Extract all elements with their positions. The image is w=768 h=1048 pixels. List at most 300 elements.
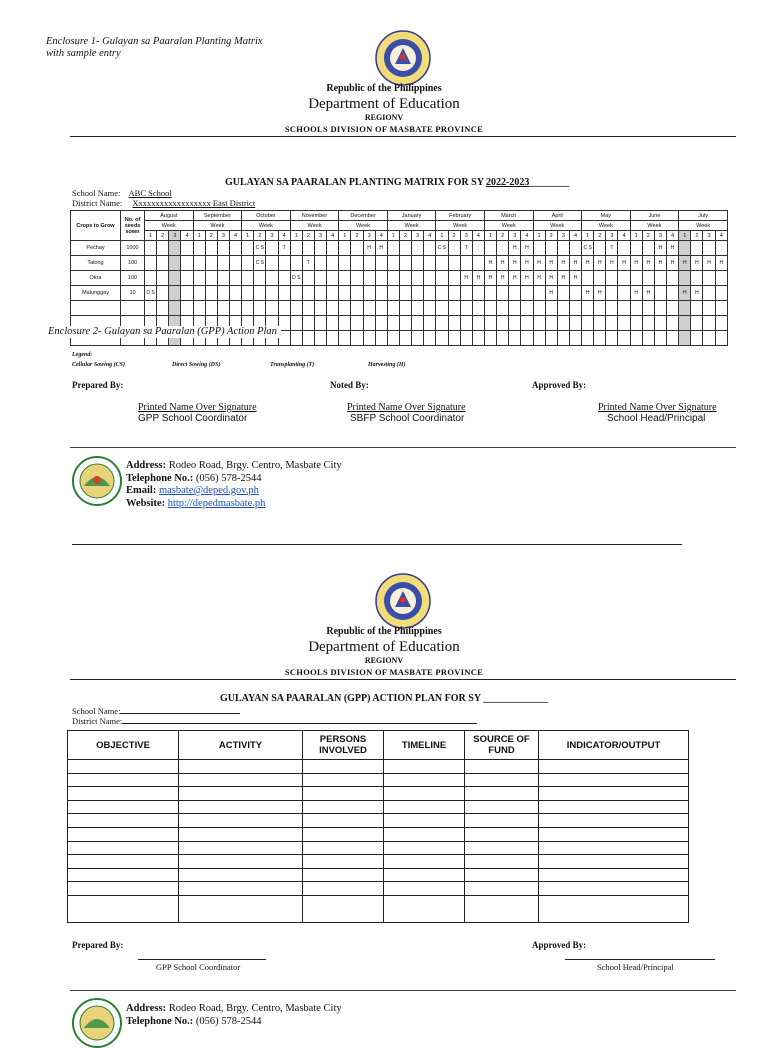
table-row xyxy=(68,800,689,814)
action-plan-cell[interactable] xyxy=(68,868,179,882)
action-plan-cell[interactable] xyxy=(539,773,689,787)
matrix-cell: H xyxy=(594,256,606,271)
matrix-cell: T xyxy=(302,256,314,271)
matrix-cell xyxy=(205,256,217,271)
week-number: 3 xyxy=(460,231,472,241)
matrix-cell: H xyxy=(715,256,727,271)
table-row xyxy=(68,868,689,882)
action-plan-cell[interactable] xyxy=(303,895,384,922)
action-plan-cell[interactable] xyxy=(539,827,689,841)
action-plan-cell[interactable] xyxy=(179,841,303,855)
matrix-cell xyxy=(145,241,157,256)
matrix-cell xyxy=(375,256,387,271)
matrix-cell: H xyxy=(557,256,569,271)
prepared-by-label: Prepared By: xyxy=(72,380,124,390)
action-plan-cell[interactable] xyxy=(384,855,465,869)
action-plan-cell[interactable] xyxy=(179,895,303,922)
week-number: 3 xyxy=(169,231,181,241)
matrix-cell xyxy=(448,286,460,301)
enclosure-2-title: Enclosure 2- Gulayan sa Paaralan (GPP) Action Plan xyxy=(48,326,281,338)
action-plan-cell[interactable] xyxy=(465,868,539,882)
matrix-cell xyxy=(375,286,387,301)
matrix-cell xyxy=(181,271,193,286)
matrix-cell xyxy=(448,241,460,256)
matrix-cell xyxy=(351,241,363,256)
action-plan-cell[interactable] xyxy=(465,814,539,828)
action-plan-cell[interactable] xyxy=(465,787,539,801)
action-plan-cell[interactable] xyxy=(539,800,689,814)
week-label: Week xyxy=(436,221,485,231)
matrix-cell xyxy=(266,241,278,256)
republic-label: Republic of the Philippines xyxy=(326,83,442,94)
role-gpp-coordinator: GPP School Coordinator xyxy=(138,413,248,424)
week-label: Week xyxy=(145,221,194,231)
week-number: 1 xyxy=(290,231,302,241)
matrix-cell xyxy=(715,241,727,256)
week-number: 1 xyxy=(679,231,691,241)
matrix-cell xyxy=(399,286,411,301)
matrix-cell xyxy=(703,286,715,301)
legend-h: Harvesting (H) xyxy=(368,362,406,368)
matrix-cell xyxy=(545,241,557,256)
action-plan-cell[interactable] xyxy=(539,814,689,828)
matrix-cell xyxy=(375,271,387,286)
matrix-cell xyxy=(217,286,229,301)
week-number: 4 xyxy=(715,231,727,241)
action-plan-cell[interactable] xyxy=(179,868,303,882)
table-row xyxy=(68,814,689,828)
matrix-cell xyxy=(412,271,424,286)
action-plan-cell[interactable] xyxy=(68,895,179,922)
matrix-cell: H xyxy=(484,256,496,271)
matrix-cell xyxy=(229,241,241,256)
region-label: REGIONV xyxy=(364,113,404,122)
matrix-cell xyxy=(339,271,351,286)
action-plan-cell[interactable] xyxy=(539,895,689,922)
week-number: 2 xyxy=(205,231,217,241)
week-number: 2 xyxy=(691,231,703,241)
matrix-cell: C S xyxy=(254,256,266,271)
approved-by-label-2: Approved By: xyxy=(532,940,587,950)
action-plan-cell[interactable] xyxy=(384,814,465,828)
matrix-cell xyxy=(642,241,654,256)
matrix-cell xyxy=(363,286,375,301)
matrix-cell: H xyxy=(460,271,472,286)
month-header: January xyxy=(387,211,436,221)
printed-name-3: Printed Name Over Signature xyxy=(598,402,717,413)
matrix-cell xyxy=(424,271,436,286)
week-number: 3 xyxy=(412,231,424,241)
matrix-cell: H xyxy=(509,256,521,271)
matrix-cell xyxy=(387,271,399,286)
action-plan-cell[interactable] xyxy=(539,760,689,774)
matrix-cell xyxy=(242,256,254,271)
matrix-cell: H xyxy=(582,256,594,271)
action-plan-cell[interactable] xyxy=(384,841,465,855)
week-number: 2 xyxy=(351,231,363,241)
matrix-cell xyxy=(254,286,266,301)
matrix-cell xyxy=(521,286,533,301)
action-plan-cell[interactable] xyxy=(303,800,384,814)
month-header: May xyxy=(582,211,631,221)
matrix-cell xyxy=(278,271,290,286)
deped-seal-icon-2 xyxy=(375,573,431,629)
matrix-cell: H xyxy=(582,286,594,301)
month-header: July xyxy=(679,211,728,221)
action-plan-cell[interactable] xyxy=(303,760,384,774)
action-plan-cell[interactable] xyxy=(68,841,179,855)
action-plan-cell[interactable] xyxy=(539,855,689,869)
crop-name: Okra xyxy=(71,271,121,286)
week-number: 1 xyxy=(582,231,594,241)
division-label-2: SCHOOLS DIVISION OF MASBATE PROVINCE xyxy=(284,667,484,677)
division-seal-icon xyxy=(72,456,122,506)
matrix-cell: H xyxy=(703,256,715,271)
action-plan-cell[interactable] xyxy=(465,895,539,922)
action-plan-cell[interactable] xyxy=(465,841,539,855)
matrix-cell: H xyxy=(363,241,375,256)
matrix-cell xyxy=(484,241,496,256)
week-number: 4 xyxy=(229,231,241,241)
department-title: Department of Education xyxy=(308,96,460,112)
week-number: 4 xyxy=(278,231,290,241)
action-plan-cell[interactable] xyxy=(465,773,539,787)
matrix-cell xyxy=(314,286,326,301)
legend-title: Legend: xyxy=(72,352,93,358)
action-plan-title: GULAYAN SA PAARALAN (GPP) ACTION PLAN FOR SY _____________ xyxy=(220,693,549,704)
matrix-cell: H xyxy=(679,286,691,301)
noted-by-label: Noted By: xyxy=(330,380,369,390)
republic-label-2: Republic of the Philippines xyxy=(326,626,442,637)
matrix-cell xyxy=(157,286,169,301)
action-plan-cell[interactable] xyxy=(179,882,303,896)
week-label: Week xyxy=(242,221,291,231)
week-number: 4 xyxy=(424,231,436,241)
action-plan-cell[interactable] xyxy=(68,827,179,841)
action-plan-cell[interactable] xyxy=(303,773,384,787)
action-plan-cell[interactable] xyxy=(303,841,384,855)
matrix-cell xyxy=(497,241,509,256)
week-number: 1 xyxy=(145,231,157,241)
matrix-cell xyxy=(569,241,581,256)
matrix-cell: H xyxy=(654,241,666,256)
week-number: 4 xyxy=(472,231,484,241)
matrix-cell xyxy=(387,241,399,256)
action-plan-cell[interactable] xyxy=(68,760,179,774)
matrix-cell xyxy=(691,271,703,286)
matrix-cell: C S xyxy=(436,241,448,256)
matrix-cell xyxy=(278,256,290,271)
matrix-cell xyxy=(242,271,254,286)
matrix-cell xyxy=(229,286,241,301)
matrix-cell xyxy=(399,241,411,256)
crop-name: Talong xyxy=(71,256,121,271)
matrix-cell: H xyxy=(618,256,630,271)
matrix-cell xyxy=(205,286,217,301)
action-plan-cell[interactable] xyxy=(303,855,384,869)
matrix-cell xyxy=(472,241,484,256)
matrix-cell: H xyxy=(557,271,569,286)
week-number: 3 xyxy=(703,231,715,241)
matrix-cell xyxy=(266,286,278,301)
matrix-cell xyxy=(157,256,169,271)
action-plan-cell[interactable] xyxy=(68,787,179,801)
week-label: Week xyxy=(339,221,388,231)
matrix-cell: H xyxy=(533,271,545,286)
week-number: 4 xyxy=(375,231,387,241)
matrix-cell: T xyxy=(460,241,472,256)
week-number: 1 xyxy=(387,231,399,241)
action-plan-cell[interactable] xyxy=(539,841,689,855)
matrix-cell xyxy=(703,241,715,256)
matrix-cell xyxy=(569,286,581,301)
crop-name: Pechay xyxy=(71,241,121,256)
action-plan-cell[interactable] xyxy=(68,855,179,869)
action-plan-cell[interactable] xyxy=(179,773,303,787)
matrix-cell xyxy=(254,271,266,286)
matrix-cell xyxy=(387,256,399,271)
matrix-cell: C S xyxy=(582,241,594,256)
week-label: Week xyxy=(387,221,436,231)
matrix-cell xyxy=(217,256,229,271)
matrix-cell xyxy=(302,286,314,301)
matrix-cell: H xyxy=(509,271,521,286)
matrix-cell xyxy=(533,286,545,301)
table-row xyxy=(68,841,689,855)
action-plan-cell[interactable] xyxy=(179,800,303,814)
division-seal-icon-2 xyxy=(72,998,122,1048)
month-header: October xyxy=(242,211,291,221)
week-number: 2 xyxy=(594,231,606,241)
action-plan-cell[interactable] xyxy=(303,868,384,882)
matrix-cell xyxy=(618,241,630,256)
week-number: 4 xyxy=(327,231,339,241)
region-label-2: REGIONV xyxy=(364,656,404,665)
action-plan-cell[interactable] xyxy=(384,895,465,922)
crop-seeds: 1000 xyxy=(121,241,145,256)
table-row xyxy=(71,256,728,271)
matrix-cell: H xyxy=(667,256,679,271)
district-name-value: Xxxxxxxxxxxxxxxxxx East District xyxy=(132,198,256,208)
matrix-cell xyxy=(157,241,169,256)
action-plan-cell[interactable] xyxy=(384,787,465,801)
matrix-cell xyxy=(181,241,193,256)
matrix-cell xyxy=(339,241,351,256)
matrix-cell xyxy=(327,286,339,301)
matrix-cell xyxy=(290,241,302,256)
crop-name: Malunggay xyxy=(71,286,121,301)
matrix-cell xyxy=(351,256,363,271)
approved-by-label: Approved By: xyxy=(532,380,587,390)
footer-divider-2 xyxy=(70,990,736,991)
matrix-cell xyxy=(205,271,217,286)
col-persons-involved: PERSONS INVOLVED xyxy=(303,731,384,760)
matrix-cell xyxy=(582,271,594,286)
matrix-cell: H xyxy=(667,241,679,256)
action-plan-cell[interactable] xyxy=(384,773,465,787)
week-number: 2 xyxy=(399,231,411,241)
matrix-cell xyxy=(363,256,375,271)
table-row xyxy=(71,286,728,301)
action-plan-cell[interactable] xyxy=(465,827,539,841)
matrix-cell: H xyxy=(509,241,521,256)
week-label: Week xyxy=(533,221,582,231)
matrix-cell xyxy=(387,286,399,301)
matrix-cell: T xyxy=(606,241,618,256)
matrix-cell: D S xyxy=(145,286,157,301)
matrix-cell xyxy=(193,286,205,301)
week-label: Week xyxy=(484,221,533,231)
matrix-cell xyxy=(424,256,436,271)
action-plan-cell[interactable] xyxy=(384,827,465,841)
month-header: August xyxy=(145,211,194,221)
matrix-cell: H xyxy=(484,271,496,286)
matrix-cell xyxy=(327,271,339,286)
action-plan-cell[interactable] xyxy=(303,882,384,896)
action-plan-cell[interactable] xyxy=(384,882,465,896)
matrix-cell xyxy=(266,271,278,286)
matrix-cell xyxy=(217,271,229,286)
week-number: 1 xyxy=(533,231,545,241)
matrix-cell: H xyxy=(594,286,606,301)
matrix-cell: H xyxy=(545,256,557,271)
matrix-cell xyxy=(497,286,509,301)
matrix-cell: H xyxy=(497,271,509,286)
matrix-cell xyxy=(436,286,448,301)
matrix-cell xyxy=(363,271,375,286)
action-plan-cell[interactable] xyxy=(465,882,539,896)
week-number: 1 xyxy=(193,231,205,241)
action-plan-cell[interactable] xyxy=(539,882,689,896)
month-header: February xyxy=(436,211,485,221)
matrix-cell xyxy=(242,241,254,256)
week-number: 3 xyxy=(557,231,569,241)
matrix-cell xyxy=(351,271,363,286)
legend-t: Transplanting (T) xyxy=(270,362,315,368)
matrix-cell xyxy=(618,286,630,301)
week-number: 3 xyxy=(654,231,666,241)
week-number: 2 xyxy=(302,231,314,241)
matrix-cell xyxy=(667,271,679,286)
sig-line-2 xyxy=(565,959,715,960)
email-link[interactable]: masbate@deped.gov.ph xyxy=(158,485,259,496)
district-name-line: District Name: Xxxxxxxxxxxxxxxxxx East District xyxy=(72,198,292,208)
legend-ds: Direct Sowing (DS) xyxy=(172,362,221,368)
col-objective: OBJECTIVE xyxy=(68,731,179,760)
page-break-line xyxy=(72,544,682,545)
matrix-cell: H xyxy=(533,256,545,271)
matrix-cell xyxy=(436,256,448,271)
legend-cs: Cellular Sowing (CS) xyxy=(72,362,126,368)
matrix-cell xyxy=(618,271,630,286)
matrix-cell xyxy=(436,271,448,286)
week-number: 3 xyxy=(606,231,618,241)
enclosure-1-title: Enclosure 1- Gulayan sa Paaralan Planting Matrix with sample entry xyxy=(46,36,263,59)
matrix-cell: H xyxy=(654,256,666,271)
action-plan-cell[interactable] xyxy=(465,760,539,774)
table-row xyxy=(68,773,689,787)
action-plan-cell[interactable] xyxy=(384,800,465,814)
col-seeds: No. of seeds sown xyxy=(121,211,145,241)
matrix-cell xyxy=(339,286,351,301)
week-number: 2 xyxy=(157,231,169,241)
matrix-cell xyxy=(606,286,618,301)
matrix-cell: H xyxy=(606,256,618,271)
matrix-cell xyxy=(642,271,654,286)
table-row xyxy=(68,855,689,869)
role-sbfp-coordinator: SBFP School Coordinator xyxy=(350,413,465,424)
action-plan-cell[interactable] xyxy=(179,760,303,774)
action-plan-cell[interactable] xyxy=(465,855,539,869)
matrix-cell xyxy=(424,286,436,301)
matrix-cell xyxy=(278,286,290,301)
matrix-cell: D S xyxy=(290,271,302,286)
matrix-cell xyxy=(448,256,460,271)
week-number: 3 xyxy=(217,231,229,241)
contact-block: Address: Rodeo Road, Brgy. Centro, Masbate City Telephone No.: (056) 578-2544 Email: masbate@deped.gov.ph Website: http://depedmasbate.ph xyxy=(126,460,342,509)
matrix-cell xyxy=(351,286,363,301)
action-plan-cell[interactable] xyxy=(68,814,179,828)
table-row xyxy=(68,895,689,922)
action-plan-cell[interactable] xyxy=(179,814,303,828)
action-plan-cell[interactable] xyxy=(465,800,539,814)
week-label: Week xyxy=(582,221,631,231)
action-plan-cell[interactable] xyxy=(303,787,384,801)
action-plan-cell[interactable] xyxy=(303,814,384,828)
action-plan-cell[interactable] xyxy=(303,827,384,841)
website-link[interactable]: http://depedmasbate.ph xyxy=(167,497,266,509)
matrix-cell xyxy=(703,271,715,286)
matrix-cell xyxy=(557,286,569,301)
week-number: 2 xyxy=(497,231,509,241)
matrix-cell xyxy=(679,241,691,256)
ap-district-line: District Name: xyxy=(72,715,477,726)
action-plan-cell[interactable] xyxy=(179,827,303,841)
matrix-cell xyxy=(327,241,339,256)
crop-seeds: 100 xyxy=(121,256,145,271)
col-crops: Crops to Grow xyxy=(71,211,121,241)
table-row xyxy=(71,301,728,316)
action-plan-cell[interactable] xyxy=(384,868,465,882)
action-plan-cell[interactable] xyxy=(384,760,465,774)
matrix-cell xyxy=(266,256,278,271)
week-number: 1 xyxy=(436,231,448,241)
action-plan-cell[interactable] xyxy=(179,855,303,869)
matrix-cell xyxy=(484,286,496,301)
table-row xyxy=(68,787,689,801)
action-plan-cell[interactable] xyxy=(179,787,303,801)
action-plan-cell[interactable] xyxy=(68,773,179,787)
matrix-cell xyxy=(715,286,727,301)
matrix-cell: H xyxy=(630,256,642,271)
action-plan-cell[interactable] xyxy=(539,868,689,882)
matrix-cell xyxy=(314,271,326,286)
matrix-cell xyxy=(654,286,666,301)
matrix-cell xyxy=(181,286,193,301)
matrix-cell xyxy=(606,271,618,286)
matrix-cell xyxy=(679,271,691,286)
ap-school-line: School Name: xyxy=(72,705,240,716)
matrix-cell xyxy=(472,256,484,271)
action-plan-cell[interactable] xyxy=(68,800,179,814)
matrix-cell xyxy=(169,286,181,301)
matrix-cell xyxy=(314,256,326,271)
action-plan-cell[interactable] xyxy=(539,787,689,801)
matrix-cell xyxy=(302,241,314,256)
matrix-cell xyxy=(193,271,205,286)
matrix-cell xyxy=(327,256,339,271)
action-plan-cell[interactable] xyxy=(68,882,179,896)
